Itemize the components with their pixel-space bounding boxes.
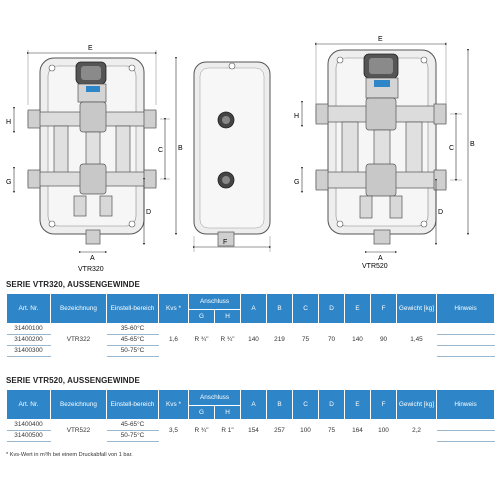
header-b: B bbox=[267, 390, 293, 420]
vtr520-front-view bbox=[294, 36, 475, 270]
cell-f: 100 bbox=[378, 426, 389, 434]
header-anschluss: Anschluss bbox=[189, 390, 241, 406]
header-g: G bbox=[189, 310, 215, 324]
section-title-vtr320: SERIE VTR320, AUSSENGEWINDE bbox=[6, 280, 140, 289]
header-g: G bbox=[189, 406, 215, 420]
spec-table-vtr320 bbox=[6, 293, 495, 357]
header-einstellbereich: Einstell-bereich bbox=[107, 390, 159, 420]
cell-bezeichnung: VTR322 bbox=[66, 336, 91, 344]
header-bezeichnung: Bezeichnung bbox=[51, 390, 107, 420]
dim-label-B-right: B bbox=[470, 141, 475, 148]
header-b: B bbox=[267, 294, 293, 324]
header-a: A bbox=[241, 294, 267, 324]
header-art-nr: Art. Nr. bbox=[7, 294, 51, 324]
cell-range: 50-75°C bbox=[107, 431, 159, 442]
cell-range: 35-60°C bbox=[107, 324, 159, 335]
header-hinweis: Hinweis bbox=[437, 294, 495, 324]
cell-hinweis bbox=[437, 346, 495, 357]
header-h: H bbox=[215, 310, 241, 324]
header-e: E bbox=[345, 294, 371, 324]
dim-label-C-right: C bbox=[449, 145, 455, 152]
section-title-vtr520: SERIE VTR520, AUSSENGEWINDE bbox=[6, 376, 140, 385]
cell-d: 75 bbox=[327, 426, 336, 434]
cell-art-nr: 31400500 bbox=[7, 431, 51, 442]
dim-label-G-right: G bbox=[294, 179, 300, 186]
cell-hinweis bbox=[437, 431, 495, 442]
dim-label-A-right: A bbox=[378, 255, 383, 262]
cell-c: 100 bbox=[300, 426, 311, 434]
cell-range: 50-75°C bbox=[107, 346, 159, 357]
dim-label-D-left: D bbox=[146, 209, 152, 216]
header-kvs: Kvs * bbox=[159, 390, 189, 420]
cell-e: 140 bbox=[352, 336, 363, 344]
dim-label-H-right: H bbox=[294, 113, 300, 120]
dim-label-B-left: B bbox=[178, 145, 183, 152]
cell-hinweis bbox=[437, 324, 495, 335]
dim-label-F: F bbox=[223, 239, 228, 246]
cell-a: 140 bbox=[248, 336, 259, 344]
cell-kvs: 1,6 bbox=[169, 336, 178, 344]
side-view bbox=[194, 62, 270, 252]
header-gewicht: Gewicht [kg] bbox=[397, 390, 437, 420]
dim-label-G-left: G bbox=[6, 179, 12, 186]
cell-g: R ¾" bbox=[194, 336, 209, 344]
header-anschluss: Anschluss bbox=[189, 294, 241, 310]
cell-bezeichnung: VTR522 bbox=[66, 426, 91, 434]
header-gewicht: Gewicht [kg] bbox=[397, 294, 437, 324]
header-d: D bbox=[319, 390, 345, 420]
dim-label-H-left: H bbox=[6, 119, 12, 126]
vtr320-front-view bbox=[6, 45, 183, 273]
cell-c: 75 bbox=[301, 336, 310, 344]
cell-a: 154 bbox=[248, 426, 259, 434]
header-f: F bbox=[371, 390, 397, 420]
cell-art-nr: 31400200 bbox=[7, 335, 51, 346]
spec-table-vtr520 bbox=[6, 389, 495, 442]
dim-label-E-right: E bbox=[378, 36, 383, 43]
cell-art-nr: 31400100 bbox=[7, 324, 51, 335]
vtr520-title: VTR520 bbox=[362, 263, 388, 270]
cell-art-nr: 31400400 bbox=[7, 420, 51, 431]
cell-h: R ¾" bbox=[220, 336, 235, 344]
cell-hinweis bbox=[437, 335, 495, 346]
table-row bbox=[7, 324, 495, 335]
header-f: F bbox=[371, 294, 397, 324]
cell-b: 219 bbox=[274, 336, 285, 344]
dim-label-C-left: C bbox=[158, 147, 164, 154]
cell-range: 45-65°C bbox=[107, 335, 159, 346]
cell-gewicht: 2,2 bbox=[412, 426, 421, 434]
cell-hinweis bbox=[437, 420, 495, 431]
header-d: D bbox=[319, 294, 345, 324]
cell-range: 45-65°C bbox=[107, 420, 159, 431]
cell-g: R ¾" bbox=[194, 426, 209, 434]
header-c: C bbox=[293, 390, 319, 420]
cell-h: R 1" bbox=[221, 426, 234, 434]
header-art-nr: Art. Nr. bbox=[7, 390, 51, 420]
header-hinweis: Hinweis bbox=[437, 390, 495, 420]
cell-gewicht: 1,45 bbox=[410, 336, 423, 344]
dim-label-D-right: D bbox=[438, 209, 444, 216]
dim-label-A-left: A bbox=[90, 255, 95, 262]
cell-art-nr: 31400300 bbox=[7, 346, 51, 357]
table-row bbox=[7, 420, 495, 431]
header-bezeichnung: Bezeichnung bbox=[51, 294, 107, 324]
footnote: * Kvs-Wert in m³/h bei einem Druckabfall von 1 bar. bbox=[6, 452, 133, 458]
cell-f: 90 bbox=[379, 336, 388, 344]
header-h: H bbox=[215, 406, 241, 420]
dim-label-E: E bbox=[88, 45, 93, 52]
header-c: C bbox=[293, 294, 319, 324]
cell-d: 70 bbox=[327, 336, 336, 344]
cell-kvs: 3,5 bbox=[169, 426, 178, 434]
header-e: E bbox=[345, 390, 371, 420]
header-einstellbereich: Einstell-bereich bbox=[107, 294, 159, 324]
header-kvs: Kvs * bbox=[159, 294, 189, 324]
vtr320-title: VTR320 bbox=[78, 266, 104, 273]
header-a: A bbox=[241, 390, 267, 420]
cell-e: 164 bbox=[352, 426, 363, 434]
cell-b: 257 bbox=[274, 426, 285, 434]
